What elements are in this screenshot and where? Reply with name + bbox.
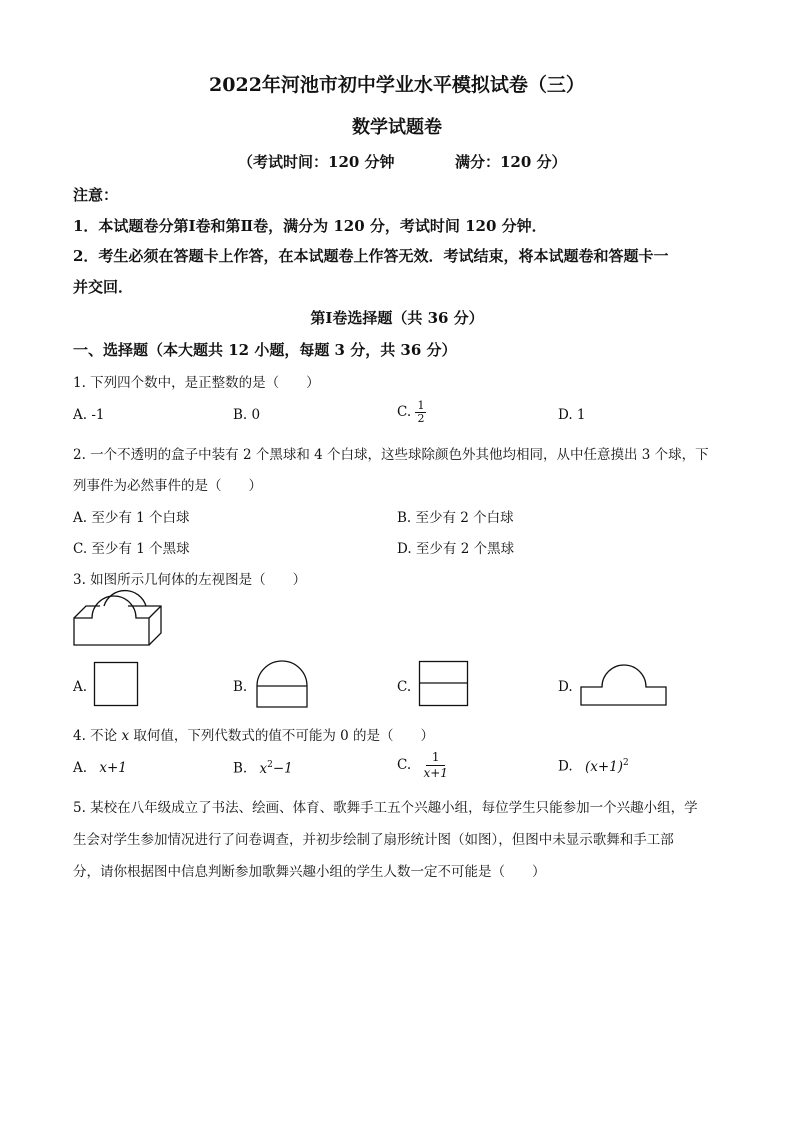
q2-option-b: B. 至少有 2 个白球 — [397, 510, 514, 526]
part-title: 第Ⅰ卷选择题（共 36 分） — [310, 309, 484, 327]
fraction-numerator: 1 — [426, 750, 446, 766]
notes-label: 注意： — [73, 186, 119, 204]
q4-option-a-label: A. — [73, 760, 88, 776]
q4-option-b — [233, 760, 293, 777]
q4-option-d-exponent: 2 — [623, 758, 629, 768]
q4-option-a-expression: x+1 — [99, 760, 127, 776]
fraction-denominator: 2 — [417, 412, 425, 425]
exam-time: （考试时间：120 分钟 — [238, 153, 395, 171]
q4-option-a — [73, 760, 127, 776]
q3-stem: 3. 如图所示几何体的左视图是（ ） — [73, 572, 307, 588]
fraction-one-half — [415, 400, 426, 425]
q2-stem-line-2: 列事件为必然事件的是（ ） — [73, 478, 262, 494]
exam-subtitle: 数学试题卷 — [352, 117, 442, 138]
q4-option-c — [397, 750, 450, 781]
exam-title: 2022年河池市初中学业水平模拟试卷（三） — [209, 74, 585, 96]
q3-option-b-arch-icon — [256, 660, 308, 708]
q3-option-a: A. — [73, 679, 88, 695]
q4-option-d-expression: (x+1) — [584, 758, 623, 775]
q4-option-c-label: C. — [397, 757, 412, 773]
q1-option-a: A. -1 — [73, 407, 105, 423]
q4-stem-pre: 4. 不论 — [73, 728, 118, 744]
q2-stem-line-1: 2. 一个不透明的盒子中装有 2 个黑球和 4 个白球，这些球除颜色外其他均相同，从中任意摸出 3 个球，下 — [73, 447, 709, 463]
q3-option-d-profile-icon — [580, 662, 668, 706]
q5-stem-line-1: 5. 某校在八年级成立了书法、绘画、体育、歌舞手工五个兴趣小组，每位学生只能参加一个兴趣小组，学 — [73, 800, 698, 816]
q4-stem-variable: x — [121, 728, 130, 744]
q4-option-b-base: x — [259, 760, 268, 777]
q1-option-c-label: C. — [397, 404, 412, 420]
q4-option-b-rest: −1 — [272, 760, 293, 777]
q3-option-c-split-rect-icon — [419, 661, 469, 707]
notes-item-2-line-2: 并交回． — [73, 278, 134, 296]
q1-stem: 1. 下列四个数中，是正整数的是（ ） — [73, 375, 320, 391]
q4-option-d-label: D. — [558, 758, 573, 775]
q1-option-c — [397, 400, 426, 425]
q4-option-b-exponent: 2 — [267, 760, 273, 770]
q4-stem — [73, 724, 434, 744]
q1-option-b: B. 0 — [233, 407, 261, 423]
notes-item-2-line-1: 2．考生必须在答题卡上作答，在本试题卷上作答无效．考试结束，将本试题卷和答题卡一 — [73, 247, 669, 265]
q2-option-c: C. 至少有 1 个黑球 — [73, 541, 190, 557]
q3-option-d: D. — [558, 679, 573, 695]
q4-option-c-fraction — [421, 750, 449, 781]
q4-option-d — [558, 758, 629, 775]
fraction-numerator: 1 — [417, 399, 425, 412]
q3-option-a-square-icon — [94, 662, 139, 707]
q3-solid-figure — [70, 596, 165, 651]
q5-stem-line-3: 分，请你根据图中信息判断参加歌舞兴趣小组的学生人数一定不可能是（ ） — [73, 864, 546, 880]
q2-option-a: A. 至少有 1 个白球 — [73, 510, 190, 526]
section-heading: 一、选择题（本大题共 12 小题，每题 3 分，共 36 分） — [73, 341, 457, 359]
q4-option-b-label: B. — [233, 760, 248, 777]
notes-item-1: 1．本试题卷分第Ⅰ卷和第Ⅱ卷，满分为 120 分，考试时间 120 分钟． — [73, 217, 547, 235]
exam-score: 满分：120 分） — [455, 153, 567, 171]
q2-option-d: D. 至少有 2 个黑球 — [397, 541, 515, 557]
fraction-denominator: x+1 — [423, 766, 448, 780]
q4-stem-post: 取何值，下列代数式的值不可能为 0 的是（ ） — [133, 728, 435, 744]
q5-stem-line-2: 生会对学生参加情况进行了问卷调查，并初步绘制了扇形统计图（如图），但图中未显示歌舞和手工部 — [73, 832, 674, 848]
q3-option-c: C. — [397, 679, 412, 695]
q1-option-d: D. 1 — [558, 407, 586, 423]
q3-option-b: B. — [233, 679, 248, 695]
